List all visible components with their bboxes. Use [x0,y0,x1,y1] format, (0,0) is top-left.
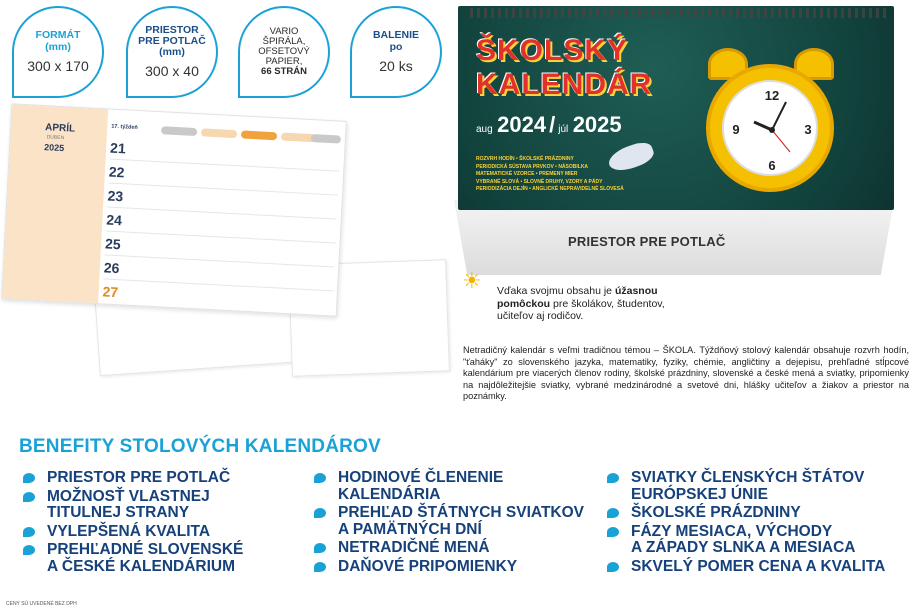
clock-number-6: 6 [768,158,776,173]
benefit-item: NETRADIČNÉ MENÁ [310,540,600,557]
lightbulb-icon: ☀ [462,268,482,293]
bullet-icon [23,492,35,502]
footer-note: CENY SÚ UVEDENÉ BEZ DPH [6,601,77,607]
inner-day-21: 21 [109,139,127,157]
print-area-badge-title: PRIESTOR PRE POTLAČ (mm) [138,23,206,58]
inner-day-23: 23 [107,187,124,205]
bullet-icon [314,562,326,572]
print-area-badge-value: 300 x 40 [145,63,199,80]
inner-day-25: 25 [104,235,122,253]
benefit-item: ŠKOLSKÉ PRÁZDNINY [603,505,915,522]
bullet-icon [314,508,326,518]
benefit-item: PREHĽADNÉ SLOVENSKÉ A ČESKÉ KALENDÁRIUM [19,542,289,575]
bullet-icon [23,473,35,483]
benefit-item: HODINOVÉ ČLENENIE KALENDÁRIA [310,470,600,503]
clock-second-hand [772,130,790,152]
benefit-item: FÁZY MESIACA, VÝCHODY A ZÁPADY SLNKA A MESIACA [603,524,915,557]
inner-day-22: 22 [108,163,125,181]
cover-contents-list: ROZVRH HODÍN • ŠKOLSKÉ PRÁZDNINY PERIODICKÁ SÚSTAVA PRVKOV • NÁSOBILKA MATEMATICKÉ VZORCE • PREMENY MIER VYBRANÉ SLOVÁ • SLOVNÉ DRUHY, VZORY A PÁDY PERIODIZÁCIA DEJÍN • ANGLICKÉ NEPRAVIDELNÉ SLOVESÁ [476,156,624,192]
print-area-badge [126,6,218,98]
benefit-item: SVIATKY ČLENSKÝCH ŠTÁTOV EURÓPSKEJ ÚNIE [603,470,915,503]
clock-number-9: 9 [732,122,740,137]
packaging-badge-value: 20 ks [379,57,413,74]
spec-badges [12,4,452,104]
bullet-icon [23,527,35,537]
bullet-icon [607,527,619,537]
bullet-icon [607,473,619,483]
inner-day-27: 27 [102,283,119,301]
binding-badge-text: VARIO ŠPIRÁLA, OFSETOVÝ PAPIER, 66 STRÁN [258,26,310,77]
clock-minute-hand [772,102,786,130]
inner-day-26: 26 [103,259,120,277]
cover-title-line1: ŠKOLSKÝ [476,34,629,67]
format-badge-value: 300 x 170 [27,57,89,74]
benefit-item: VYLEPŠENÁ KVALITA [19,524,289,541]
binding-badge [238,6,330,98]
benefits-column-3 [603,470,915,577]
inner-week-page [1,103,347,316]
cover-title-line2: KALENDÁR [476,68,653,101]
tip-text: Vďaka svojmu obsahu je úžasnou pomôckou pre školákov, študentov, učiteľov aj rodičov. [497,285,665,322]
packaging-badge-title: BALENIE po [372,29,420,53]
bullet-icon [314,473,326,483]
clock-face-svg [724,82,820,178]
inner-week-label: 17. týždeň [111,123,138,131]
calendar-product-image [448,0,918,285]
clock-number-12: 12 [764,88,780,103]
packaging-badge [350,6,442,98]
calendar-cover [458,6,894,210]
clock-face [722,80,818,176]
cover-years: aug 2024 / júl 2025 [476,112,622,137]
benefit-item: PREHĽAD ŠTÁTNYCH SVIATKOV A PAMÄTNÝCH DNÍ [310,505,600,538]
benefits-column-2 [310,470,600,577]
benefit-item: PRIESTOR PRE POTLAČ [19,470,289,487]
inner-month: APRÍL [44,122,76,135]
inner-year: 2025 [43,142,65,154]
spiral-binding [470,8,890,18]
inner-month-czech: DUBEN [46,134,65,142]
benefits-title: BENEFITY STOLOVÝCH KALENDÁROV [19,436,381,457]
bullet-icon [314,543,326,553]
alarm-clock-illustration [706,64,834,192]
format-badge [12,6,104,98]
clock-center [769,127,775,133]
benefit-item: SKVELÝ POMER CENA A KVALITA [603,559,915,576]
format-badge-title: FORMÁT (mm) [35,29,81,53]
benefit-item: DAŇOVÉ PRIPOMIENKY [310,559,600,576]
clock-number-3: 3 [804,122,812,137]
benefit-item: MOŽNOSŤ VLASTNEJ TITULNEJ STRANY [19,489,289,522]
print-area-label: PRIESTOR PRE POTLAČ [568,234,726,249]
bullet-icon [607,508,619,518]
benefits-column-1 [19,470,289,577]
bullet-icon [607,562,619,572]
inner-day-24: 24 [105,211,123,229]
bullet-icon [23,545,35,555]
product-description: Netradičný kalendár s veľmi tradičnou témou – ŠKOLA. Týždňový stolový kalendár obsahuje rozvrh hodín, "ťaháky" zo slovenského jazyka, matematiky, fyziky, chémie, angličtiny a dejepisu, prehľadné stĺpcové kalendárium pre viacerých členov rodiny, školské prázdniny, slovenské a české mená a sviatky, pripomienky na najdôležitejšie sviatky, vybrané medzinárodné a svetové dni, hlášky učiteľov a žiakov a priestor na poznámky. [463,345,909,401]
